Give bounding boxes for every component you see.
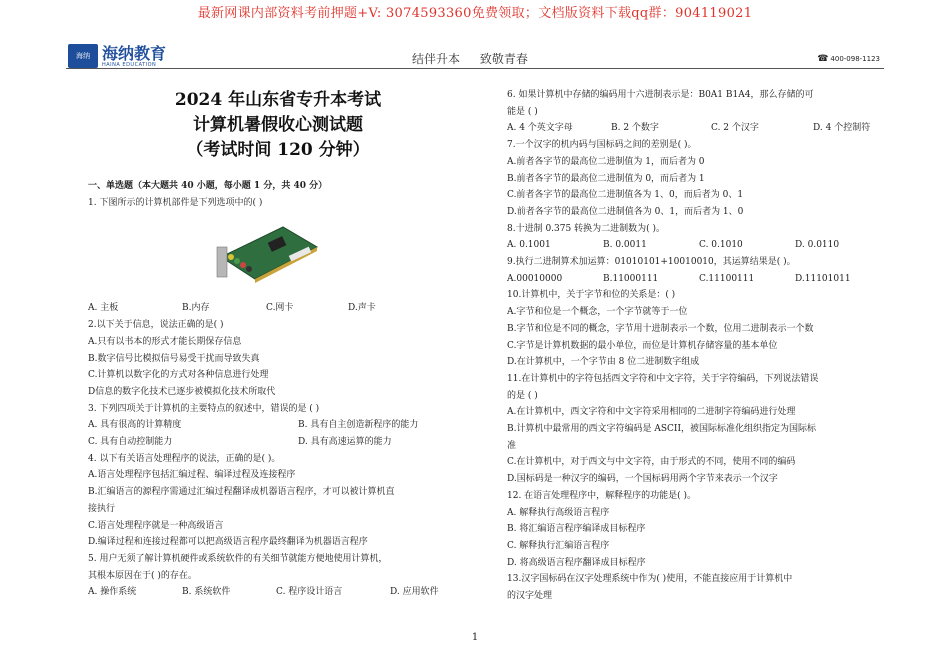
option-d[interactable]: D信息的数字化技术已逐步被模拟化技术所取代 <box>88 386 276 397</box>
option-a[interactable]: A.在计算机中，西文字符和中文字符采用相同的二进制字符编码进行处理 <box>507 407 796 418</box>
option-d[interactable]: D. 具有高速运算的能力 <box>298 437 392 448</box>
logo-subtitle: HAINA EDUCATION <box>102 61 157 68</box>
question-stem-cont: 的是 ( ) <box>507 390 538 401</box>
question-stem: 4. 以下有关语言处理程序的说法，正确的是( )。 <box>88 453 281 464</box>
question-13 <box>507 571 887 604</box>
option-b[interactable]: B. 将汇编语言程序编译成目标程序 <box>507 524 646 535</box>
option-d[interactable]: D.11101011 <box>795 273 851 284</box>
title-line-2: 计算机暑假收心测试题 <box>193 115 363 135</box>
option-b[interactable]: B.字节和位是不同的概念，字节用十进制表示一个数，位用二进制表示一个数 <box>507 323 814 334</box>
option-a[interactable]: A.00010000 <box>507 273 563 284</box>
question-1 <box>88 195 468 317</box>
question-stem: 9.执行二进制算术加运算：01010101+10010010，其运算结果是( )。 <box>507 257 796 268</box>
option-a[interactable]: A.只有以书本的形式才能长期保存信息 <box>88 336 242 347</box>
logo-icon: 海纳 <box>68 44 98 68</box>
option-c[interactable]: C. 程序设计语言 <box>276 587 343 598</box>
section-heading: 一、单选题（本大题共 40 小题，每小题 1 分，共 40 分） <box>88 181 328 191</box>
logo-name: 海纳教育 <box>102 43 167 63</box>
option-c[interactable]: C.在计算机中，对于西文与中文字符，由于形式的不同，使用不同的编码 <box>507 457 796 468</box>
question-stem: 7.一个汉字的机内码与国标码之间的差别是( )。 <box>507 140 697 151</box>
title-line-3: （考试时间 120 分钟） <box>186 140 370 160</box>
option-a[interactable]: A.字节和位是一个概念，一个字节就等于一位 <box>507 307 688 318</box>
option-a[interactable]: A.语言处理程序包括汇编过程、编译过程及连接程序 <box>88 470 296 481</box>
options-row <box>88 417 468 434</box>
option-c[interactable]: C. 具有自动控制能力 <box>88 437 173 448</box>
question-stem: 1. 下图所示的计算机部件是下列选项中的( ) <box>88 197 263 208</box>
option-b[interactable]: B. 0.0011 <box>603 240 647 251</box>
option-c[interactable]: C. 2 个汉字 <box>711 123 759 134</box>
option-d[interactable]: D. 应用软件 <box>390 587 439 598</box>
question-stem-cont: 其根本原因在于( )的存在。 <box>88 570 197 581</box>
header-divider <box>66 68 884 69</box>
exam-title <box>88 88 468 163</box>
phone-number <box>817 54 880 64</box>
options-row <box>507 120 887 137</box>
question-stem: 11.在计算机中的字符包括西文字符和中文字符，关于字符编码，下列说法错误 <box>507 373 819 384</box>
question-3 <box>88 401 468 451</box>
option-c[interactable]: C.计算机以数字化的方式对各种信息进行处理 <box>88 370 269 381</box>
option-d[interactable]: D. 4 个控制符 <box>813 123 871 134</box>
question-stem: 5. 用户无须了解计算机硬件或系统软件的有关细节就能方便地使用计算机， <box>88 553 388 564</box>
question-8 <box>507 221 887 254</box>
phone-text: 400-098-1123 <box>830 55 880 63</box>
slogan-part-2: 致敬青春 <box>479 52 528 66</box>
option-b[interactable]: B. 具有自主创造新程序的能力 <box>298 420 419 431</box>
question-stem: 3. 下列四项关于计算机的主要特点的叙述中，错误的是 ( ) <box>88 403 320 414</box>
sound-card-image <box>213 217 323 292</box>
option-c[interactable]: C.网卡 <box>266 303 294 314</box>
question-stem-cont: 的汉字处理 <box>507 591 553 602</box>
option-c[interactable]: C. 解释执行汇编语言程序 <box>507 540 610 551</box>
option-d[interactable]: D.编译过程和连接过程都可以把高级语言程序最终翻译为机器语言程序 <box>88 537 368 548</box>
option-b[interactable]: B.前者各字节的最高位二进制值为 0，而后者为 1 <box>507 173 705 184</box>
option-b[interactable]: B.计算机中最常用的西文字符编码是 ASCII，被国际标准化组织指定为国际标 <box>507 424 816 435</box>
option-d[interactable]: D. 将高级语言程序翻译成目标程序 <box>507 557 646 568</box>
title-line-1: 2024 年山东省专升本考试 <box>174 90 382 110</box>
option-c[interactable]: C. 0.1010 <box>699 240 743 251</box>
option-b[interactable]: B. 系统软件 <box>182 587 231 598</box>
option-b-cont[interactable]: 接执行 <box>88 503 116 514</box>
question-stem: 13.汉字国标码在汉字处理系统中作为( )使用，不能直接应用于计算机中 <box>507 574 793 585</box>
question-9 <box>507 254 887 287</box>
options-row <box>507 237 887 254</box>
question-4 <box>88 451 468 551</box>
option-b[interactable]: B. 2 个数字 <box>611 123 659 134</box>
option-b[interactable]: B.内存 <box>182 303 210 314</box>
option-d[interactable]: D. 0.0110 <box>795 240 840 251</box>
option-d[interactable]: D.国标码是一种汉字的编码，一个国标码用两个字节来表示一个汉字 <box>507 474 778 485</box>
option-c[interactable]: C.字节是计算机数据的最小单位，而位是计算机存储容量的基本单位 <box>507 340 778 351</box>
option-a[interactable]: A. 具有很高的计算精度 <box>88 420 182 431</box>
option-a[interactable]: A. 0.1001 <box>507 240 551 251</box>
option-a[interactable]: A. 操作系统 <box>88 587 137 598</box>
option-a[interactable]: A. 主板 <box>88 303 119 314</box>
phone-icon: ☎ <box>817 54 829 64</box>
options-row <box>88 584 468 601</box>
option-a[interactable]: A. 4 个英文字母 <box>507 123 573 134</box>
option-b[interactable]: B.汇编语言的源程序需通过汇编过程翻译成机器语言程序，才可以被计算机直 <box>88 487 395 498</box>
question-6 <box>507 87 887 137</box>
option-c[interactable]: C.前者各字节的最高位二进制值各为 1、0，而后者为 0、1 <box>507 190 744 201</box>
question-7 <box>507 137 887 221</box>
option-c[interactable]: C.11100111 <box>699 273 755 284</box>
left-column <box>88 178 468 601</box>
question-stem: 8.十进制 0.375 转换为二进制数为( )。 <box>507 223 665 234</box>
question-2 <box>88 317 468 401</box>
option-d[interactable]: D.前者各字节的最高位二进制值各为 0、1，而后者为 1、0 <box>507 206 744 217</box>
option-b-cont[interactable]: 准 <box>507 440 517 451</box>
question-stem: 6. 如果计算机中存储的编码用十六进制表示是：B0A1 B1A4，那么存储的可 <box>507 90 814 100</box>
promo-banner: 最新网课内部资料考前押题+V: 3074593360免费领取；文档版资料下载qq群：904119021 <box>197 6 753 21</box>
slogan-part-1: 结伴升本 <box>412 52 461 66</box>
option-c[interactable]: C.语言处理程序就是一种高级语言 <box>88 520 224 531</box>
options-row <box>88 434 468 451</box>
question-stem-cont: 能是 ( ) <box>507 106 538 117</box>
option-d[interactable]: D.在计算机中，一个字节由 8 位二进制数字组成 <box>507 357 700 368</box>
option-b[interactable]: B.数字信号比模拟信号易受干扰而导致失真 <box>88 353 260 364</box>
question-5 <box>88 551 468 601</box>
brand-logo <box>68 44 166 68</box>
options-row <box>88 300 468 317</box>
question-stem: 2.以下关于信息，说法正确的是( ) <box>88 320 224 331</box>
option-b[interactable]: B.11000111 <box>603 273 659 284</box>
option-a[interactable]: A. 解释执行高级语言程序 <box>507 507 610 518</box>
right-column <box>507 87 887 605</box>
option-a[interactable]: A.前者各字节的最高位二进制值为 1，而后者为 0 <box>507 156 705 167</box>
question-10 <box>507 287 887 371</box>
question-12 <box>507 488 887 572</box>
page-number: 1 <box>471 632 479 643</box>
question-stem: 10.计算机中，关于字节和位的关系是：( ) <box>507 290 676 301</box>
header-slogan <box>412 50 544 67</box>
options-row <box>507 271 887 288</box>
question-11 <box>507 371 887 488</box>
option-d[interactable]: D.声卡 <box>348 303 376 314</box>
question-stem: 12. 在语言处理程序中，解释程序的功能是( )。 <box>507 490 697 501</box>
